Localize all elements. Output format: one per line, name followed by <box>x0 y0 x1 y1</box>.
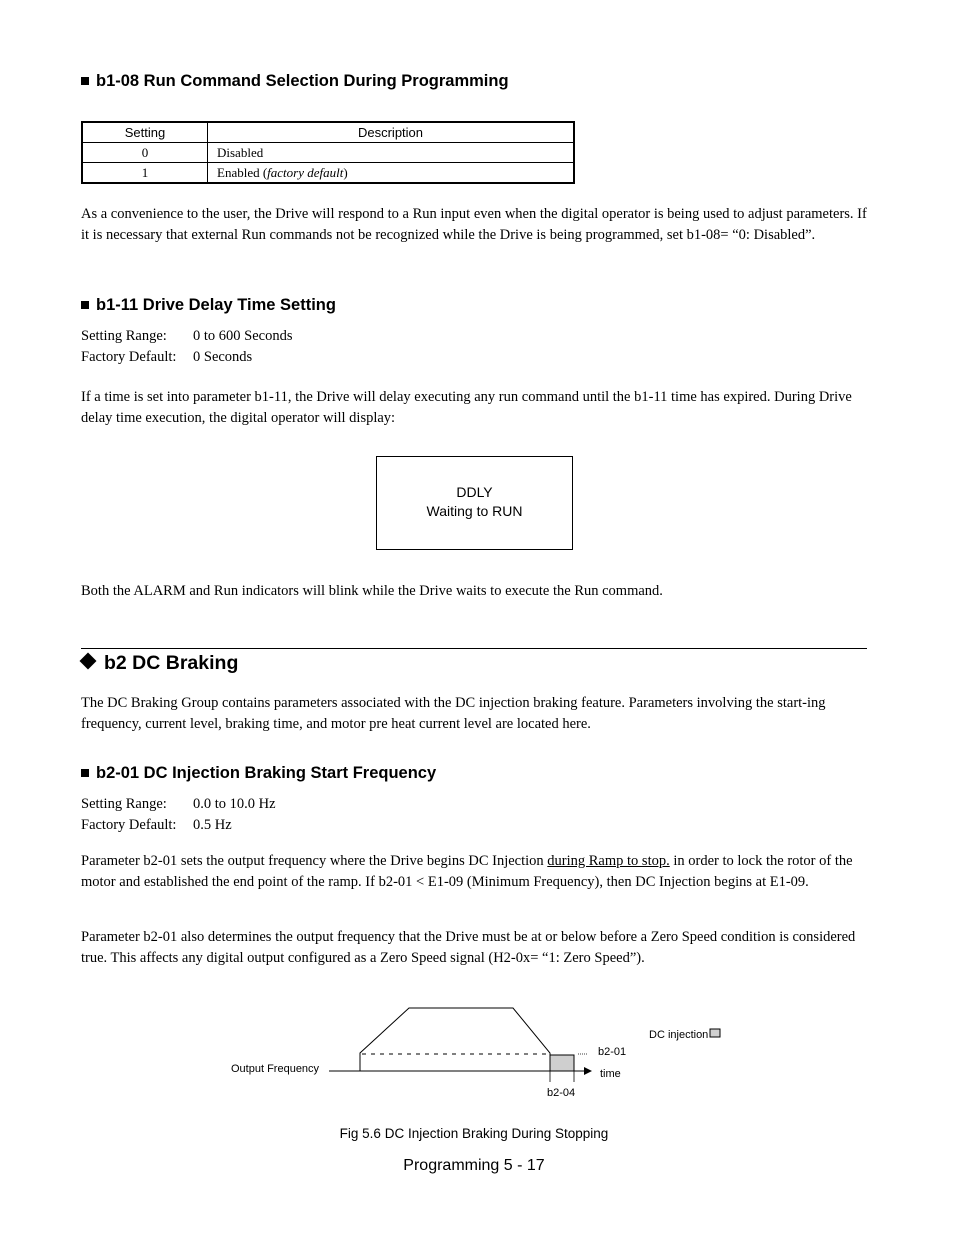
legend-swatch <box>710 1029 720 1037</box>
column-header: Description <box>208 122 575 143</box>
page-footer: Programming 5 - 17 <box>403 1157 545 1174</box>
setting-cell: 1 <box>82 163 208 184</box>
heading-b1-11-text: b1-11 Drive Delay Time Setting <box>96 296 336 314</box>
time-arrow-icon <box>584 1067 592 1075</box>
output-frequency-curve <box>360 1008 550 1071</box>
range-value: 0 to 600 Seconds <box>193 328 293 344</box>
heading-b1-08-text: b1-08 Run Command Selection During Programming <box>96 72 509 90</box>
column-header: Setting <box>82 122 208 143</box>
section-heading-text: b2 DC Braking <box>104 652 239 674</box>
paragraph-text: in order to lock the rotor of the motor and established the end point of the ramp. If b2-01 < E1-09 (Minimum Frequency), then DC Injection begins at E1-09. <box>81 853 853 890</box>
display-line-1: DDLY <box>456 484 493 500</box>
setting-cell: 0 <box>82 143 208 163</box>
display-line-2: Waiting to RUN <box>426 503 523 519</box>
b2-01-label: b2-01 <box>598 1046 627 1058</box>
description-end: ) <box>343 164 348 180</box>
output-frequency-label: Output Frequency <box>231 1063 320 1075</box>
description-cell: Disabled <box>208 143 575 163</box>
range-value: 0.0 to 10.0 Hz <box>193 796 276 812</box>
default-value: 0.5 Hz <box>193 816 232 833</box>
paragraph-text: Parameter b2-01 sets the output frequency where the Drive begins DC Injection <box>81 853 548 869</box>
dc-injection-block <box>550 1055 574 1071</box>
paragraph-indicators: Both the ALARM and Run indicators will blink while the Drive waits to execute the Run command. <box>81 583 663 599</box>
range-label: Setting Range: <box>81 328 167 344</box>
paragraph-zero-speed: Parameter b2-01 also determines the output frequency that the Drive must be at or below before a Zero Speed condition is considered true. This affects any digital output configured as a Zero Speed signal (H2-0x= “1: Zero Speed”). <box>81 929 856 966</box>
paragraph-b1-08: As a convenience to the user, the Drive will respond to a Run input even when the digital operator is being used to adjust parameters. If it is necessary that external Run commands not be recognized while the Drive is being programmed, set b1-08= “0: Disabled”. <box>81 206 867 243</box>
default-value: 0 Seconds <box>193 348 253 365</box>
paragraph-b1-11: If a time is set into parameter b1-11, the Drive will delay executing any run command until the b1-11 time has expired. During Drive delay time execution, the digital operator will display: <box>81 389 852 426</box>
default-label: Factory Default: <box>81 816 177 833</box>
figure-caption: Fig 5.6 DC Injection Braking During Stopping <box>339 1126 609 1141</box>
underlined-text: during Ramp to stop. <box>547 853 670 869</box>
time-label: time <box>600 1068 621 1080</box>
b2-04-label: b2-04 <box>547 1087 576 1099</box>
description-text: Enabled ( <box>217 164 268 180</box>
description-italic: factory default <box>267 164 344 180</box>
range-label: Setting Range: <box>81 796 167 812</box>
paragraph-dc-braking: The DC Braking Group contains parameters associated with the DC injection braking feature. Parameters involving the start-ing frequency, current level, braking time, and motor pre heat current level are located here. <box>81 695 826 732</box>
dc-injection-legend-label: DC injection <box>649 1029 709 1041</box>
default-label: Factory Default: <box>81 348 177 365</box>
heading-b2-01-text: b2-01 DC Injection Braking Start Frequency <box>96 764 437 782</box>
